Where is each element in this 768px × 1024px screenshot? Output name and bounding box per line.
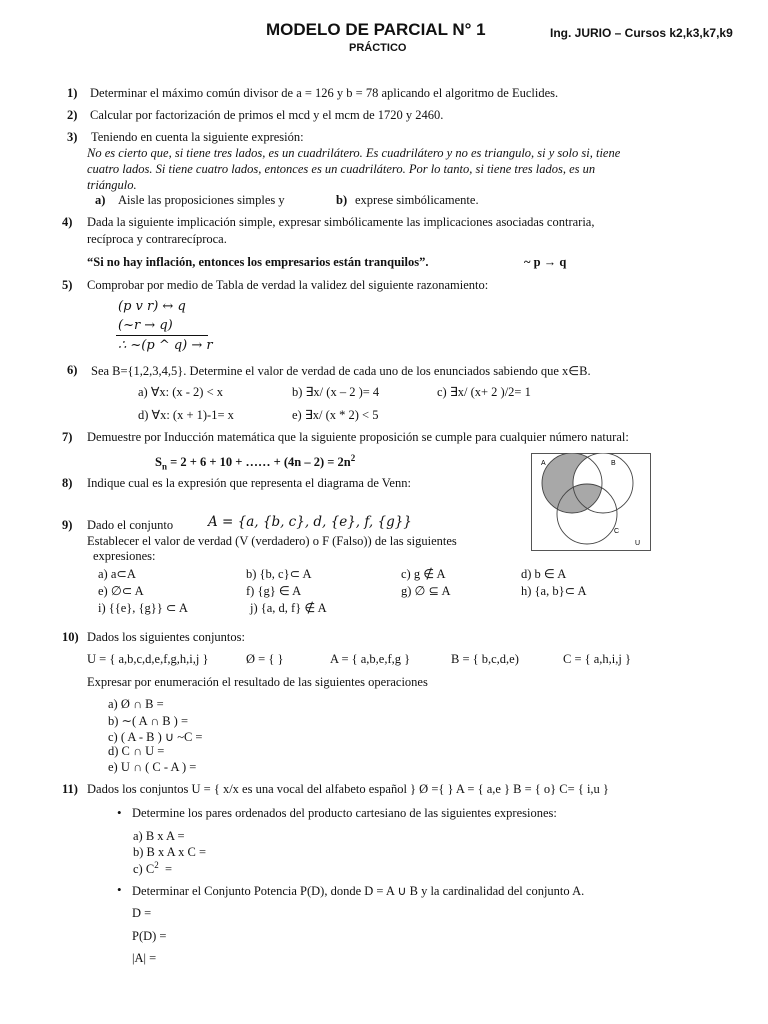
- venn-diagram: [531, 453, 651, 551]
- q10-set-b: B = { b,c,d,e): [451, 652, 519, 666]
- q3-a-text: Aisle las proposiciones simples y: [118, 193, 285, 207]
- q9-item: c) g ∉ A: [401, 567, 446, 581]
- q9-item: g) ∅ ⊆ A: [401, 584, 451, 598]
- q4-formula: ~ p → q: [524, 255, 567, 269]
- q10-number: 10): [62, 630, 79, 644]
- q3-a-label: a): [95, 193, 106, 207]
- q9-item: j) {a, d, f} ∉ A: [250, 601, 327, 615]
- q9-item: f) {g} ∈ A: [246, 584, 302, 598]
- q9-item: h) {a, b}⊂ A: [521, 584, 587, 598]
- q9-item: i) {{e}, {g}} ⊂ A: [98, 601, 188, 615]
- q9-number: 9): [62, 518, 73, 532]
- q5-conclusion: ∴ ~(p ^ q) → r: [118, 338, 213, 353]
- q10-op: b) ∼( A ∩ B ) =: [108, 714, 189, 728]
- venn-label-b: B: [611, 460, 616, 467]
- q3-quote-line: No es cierto que, si tiene tres lados, es un cuadrilátero. Es cuadrilátero y no es triangulo, si y solo si, tiene: [87, 146, 621, 160]
- q1-text: Determinar el máximo común divisor de a = 126 y b = 78 aplicando el algoritmo de Euclides.: [90, 86, 559, 100]
- q11-text: Dados los conjuntos U = { x/x es una vocal del alfabeto español } Ø ={ } A = { a,e } B = { o} C= { i,u }: [87, 782, 609, 796]
- q3-number: 3): [67, 130, 78, 144]
- q4-line: Dada la siguiente implicación simple, expresar simbólicamente las implicaciones asociadas contraria,: [87, 215, 595, 229]
- q10-text: Dados los siguientes conjuntos:: [87, 630, 245, 644]
- q5-premise: (~r → q): [118, 318, 173, 333]
- q5-premise: (p v r) ↔ q: [118, 299, 186, 314]
- q11-answer: |A| =: [132, 951, 157, 965]
- q1-number: 1): [67, 86, 78, 100]
- q9-set: A = {a, {b, c}, d, {e}, f, {g}}: [208, 514, 412, 530]
- q6-item: a) ∀x: (x - 2) < x: [138, 385, 224, 399]
- q7-text: Demuestre por Inducción matemática que la siguiente proposición se cumple para cualquier número natural:: [87, 430, 629, 444]
- q10-set-c: C = { a,h,i,j }: [563, 652, 632, 666]
- q8-text: Indique cual es la expresión que representa el diagrama de Venn:: [87, 476, 411, 490]
- q2-text: Calcular por factorización de primos el mcd y el mcm de 1720 y 2460.: [90, 108, 444, 122]
- q6-number: 6): [67, 363, 78, 377]
- bullet-icon: •: [117, 882, 122, 897]
- q10-set-empty: Ø = { }: [246, 652, 284, 666]
- q9-item: e) ∅⊂ A: [98, 584, 144, 598]
- q5-number: 5): [62, 278, 73, 292]
- q9-item: d) b ∈ A: [521, 567, 567, 581]
- q6-text: Sea B={1,2,3,4,5}. Determine el valor de verdad de cada uno de los enunciados sabiendo que x∈B.: [91, 364, 591, 378]
- q5-text: Comprobar por medio de Tabla de verdad la validez del siguiente razonamiento:: [87, 278, 489, 292]
- q2-number: 2): [67, 108, 78, 122]
- q9-item: a) a⊂A: [98, 567, 136, 581]
- venn-label-a: A: [541, 460, 546, 467]
- q7-formula: $S_n = 2 + 6 + 10$ + …… + $(4n - 2) = 2n^2$: [155, 453, 356, 472]
- page-subtitle: PRÁCTICO: [349, 42, 407, 54]
- q10-op: d) C ∩ U =: [108, 744, 165, 758]
- q6-item: b) ∃x/ (x – 2 )= 4: [292, 385, 380, 399]
- q8-number: 8): [62, 476, 73, 490]
- q10-op: c) ( A - B ) ∪ ~C =: [108, 730, 203, 744]
- q6-item: d) ∀x: (x + 1)-1= x: [138, 408, 234, 422]
- q3-quote-line: cuatro lados. Si tiene cuatro lados, entonces es un cuadrilátero. Por lo tanto, si tiene tres lados, es un: [87, 162, 596, 176]
- q6-item: c) ∃x/ (x+ 2 )/2= 1: [437, 385, 531, 399]
- page-title: MODELO DE PARCIAL N° 1: [266, 20, 486, 39]
- q3-text: Teniendo en cuenta la siguiente expresión:: [91, 130, 304, 144]
- q9-text: Dado el conjunto: [87, 518, 174, 532]
- q7-number: 7): [62, 430, 73, 444]
- q9-item: b) {b, c}⊂ A: [246, 567, 312, 581]
- q10-op: a) Ø ∩ B =: [108, 697, 164, 711]
- bullet-icon: •: [117, 805, 122, 820]
- q10-set-a: A = { a,b,e,f,g }: [330, 652, 411, 666]
- q4-quote: “Si no hay inflación, entonces los empresarios están tranquilos”.: [87, 255, 429, 269]
- q11-answer: P(D) =: [132, 929, 167, 943]
- author-label: Ing. JURIO – Cursos k2,k3,k7,k9: [550, 26, 733, 40]
- q11-sub: a) B x A =: [133, 829, 185, 843]
- q3-b-text: exprese simbólicamente.: [355, 193, 479, 207]
- q4-number: 4): [62, 215, 73, 229]
- q11-number: 11): [62, 782, 78, 796]
- q6-item: e) ∃x/ (x * 2) < 5: [292, 408, 379, 422]
- q11-sub: c) $C^2$ =: [133, 860, 172, 877]
- q5-conclusion-line: [116, 335, 208, 336]
- q9-line: expresiones:: [93, 549, 156, 563]
- q11-answer: D =: [132, 906, 152, 920]
- q10-op: e) U ∩ ( C - A ) =: [108, 760, 197, 774]
- q10-instruction: Expresar por enumeración el resultado de las siguientes operaciones: [87, 675, 428, 689]
- q11-bullet2: Determinar el Conjunto Potencia P(D), donde D = A ∪ B y la cardinalidad del conjunto A.: [132, 884, 585, 898]
- q3-quote-line: triángulo.: [87, 178, 137, 192]
- q10-set-u: U = { a,b,c,d,e,f,g,h,i,j }: [87, 652, 209, 666]
- venn-label-c: C: [614, 528, 620, 535]
- venn-label-u: U: [635, 540, 641, 547]
- q3-b-label: b): [336, 193, 348, 207]
- q11-sub: b) B x A x C =: [133, 845, 207, 859]
- q4-line: recíproca y contrarecíproca.: [87, 232, 227, 246]
- q11-bullet1: Determine los pares ordenados del producto cartesiano de las siguientes expresiones:: [132, 806, 557, 820]
- q9-line: Establecer el valor de verdad (V (verdadero) o F (Falso)) de las siguientes: [87, 534, 457, 548]
